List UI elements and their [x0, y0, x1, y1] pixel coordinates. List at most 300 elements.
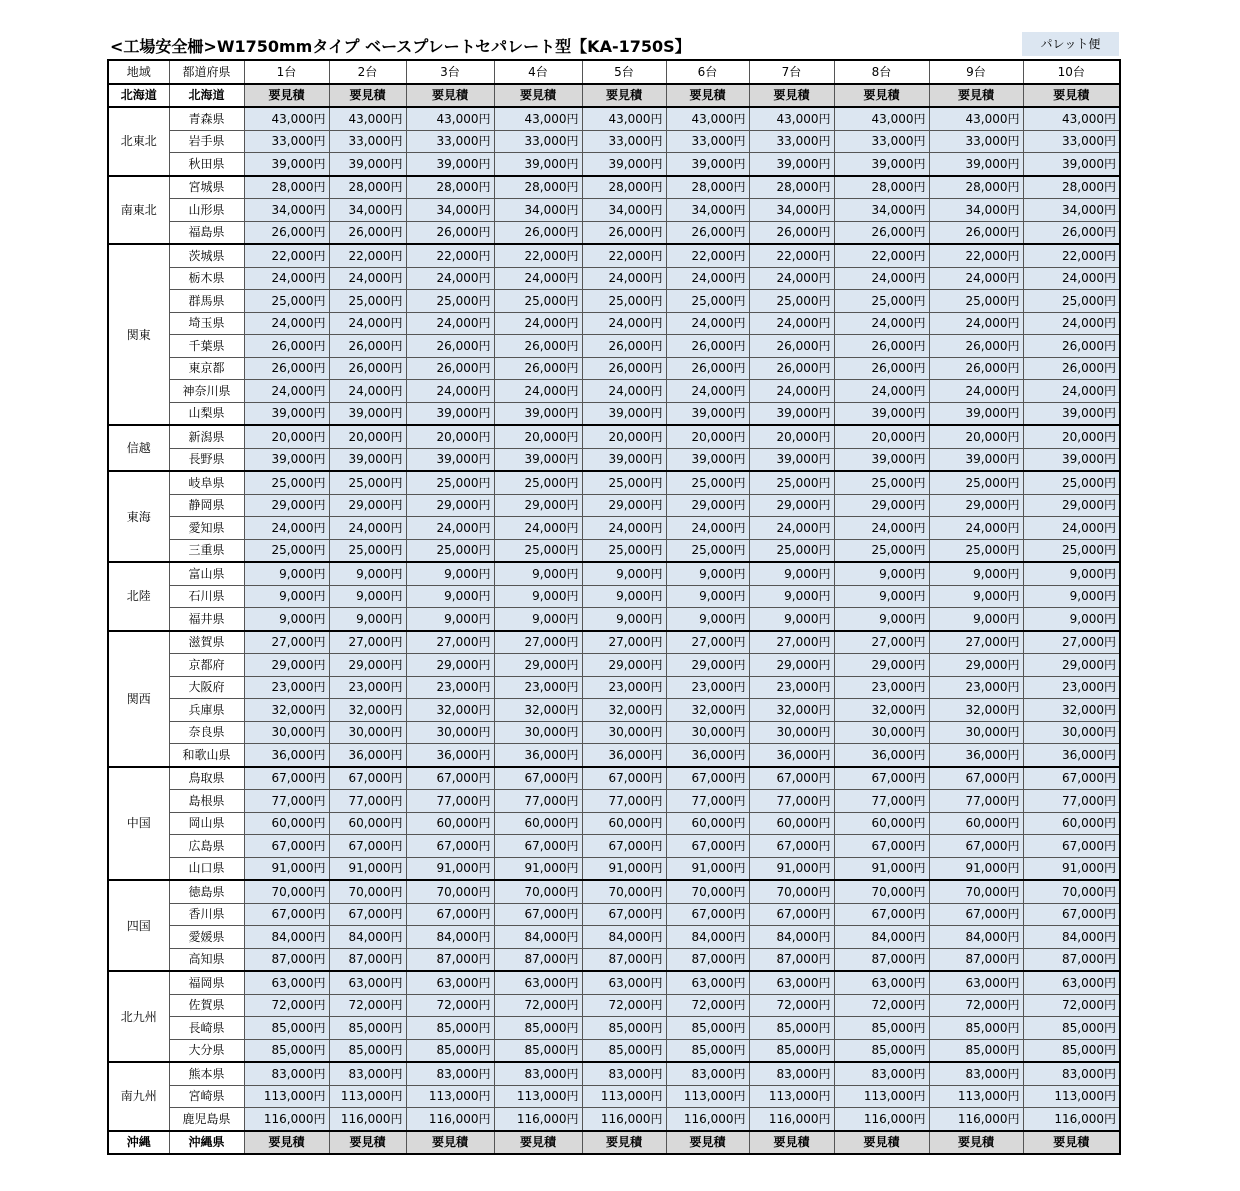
price-cell: 32,000円: [329, 699, 406, 722]
price-cell: 29,000円: [406, 494, 494, 517]
price-cell: 29,000円: [1023, 494, 1120, 517]
price-cell: 43,000円: [834, 107, 929, 130]
price-cell: 27,000円: [494, 631, 582, 654]
price-cell: 28,000円: [329, 176, 406, 199]
quote-required-cell: 要見積: [666, 1131, 749, 1155]
price-cell: 24,000円: [406, 380, 494, 403]
price-cell: 23,000円: [582, 676, 666, 699]
header-prefecture: 都道府県: [169, 60, 244, 84]
price-cell: 91,000円: [834, 857, 929, 880]
price-cell: 67,000円: [406, 903, 494, 926]
price-cell: 91,000円: [244, 857, 329, 880]
prefecture-cell: 兵庫県: [169, 699, 244, 722]
prefecture-cell: 三重県: [169, 539, 244, 562]
price-cell: 70,000円: [834, 880, 929, 903]
region-cell: 関東: [108, 244, 169, 425]
price-cell: 33,000円: [406, 130, 494, 153]
quote-required-cell: 要見積: [329, 84, 406, 108]
price-cell: 39,000円: [329, 448, 406, 471]
header-qty: 2台: [329, 60, 406, 84]
price-cell: 84,000円: [494, 926, 582, 949]
price-cell: 25,000円: [666, 290, 749, 313]
price-cell: 67,000円: [834, 903, 929, 926]
price-cell: 30,000円: [244, 721, 329, 744]
price-cell: 20,000円: [749, 425, 834, 448]
price-cell: 39,000円: [406, 402, 494, 425]
price-cell: 77,000円: [666, 790, 749, 813]
table-row: [108, 357, 1120, 380]
prefecture-cell: 鹿児島県: [169, 1108, 244, 1131]
quote-required-cell: 要見積: [494, 84, 582, 108]
price-cell: 32,000円: [1023, 699, 1120, 722]
price-cell: 9,000円: [834, 562, 929, 585]
price-cell: 24,000円: [666, 312, 749, 335]
price-cell: 87,000円: [929, 948, 1023, 971]
price-cell: 85,000円: [329, 1039, 406, 1062]
price-cell: 39,000円: [1023, 153, 1120, 176]
price-cell: 39,000円: [666, 402, 749, 425]
price-cell: 83,000円: [929, 1062, 1023, 1085]
price-cell: 84,000円: [582, 926, 666, 949]
price-cell: 77,000円: [1023, 790, 1120, 813]
price-cell: 24,000円: [494, 312, 582, 335]
price-cell: 33,000円: [329, 130, 406, 153]
table-row: [108, 471, 1120, 494]
prefecture-cell: 群馬県: [169, 290, 244, 313]
price-cell: 43,000円: [406, 107, 494, 130]
price-cell: 20,000円: [494, 425, 582, 448]
table-row: [108, 585, 1120, 608]
table-row: [108, 812, 1120, 835]
prefecture-cell: 青森県: [169, 107, 244, 130]
price-cell: 24,000円: [1023, 517, 1120, 540]
prefecture-cell: 沖縄県: [169, 1131, 244, 1155]
region-cell: 信越: [108, 425, 169, 471]
price-cell: 67,000円: [329, 903, 406, 926]
price-cell: 29,000円: [929, 494, 1023, 517]
table-row: [108, 1017, 1120, 1040]
prefecture-cell: 山口県: [169, 857, 244, 880]
price-cell: 28,000円: [406, 176, 494, 199]
quote-required-cell: 要見積: [834, 1131, 929, 1155]
price-cell: 84,000円: [666, 926, 749, 949]
price-cell: 77,000円: [582, 790, 666, 813]
price-cell: 39,000円: [582, 448, 666, 471]
price-cell: 24,000円: [244, 312, 329, 335]
price-cell: 87,000円: [406, 948, 494, 971]
table-row: [108, 84, 1120, 108]
price-cell: 67,000円: [929, 835, 1023, 858]
price-cell: 22,000円: [666, 244, 749, 267]
quote-required-cell: 要見積: [406, 1131, 494, 1155]
price-cell: 39,000円: [244, 448, 329, 471]
price-cell: 27,000円: [834, 631, 929, 654]
price-cell: 22,000円: [834, 244, 929, 267]
price-cell: 26,000円: [582, 221, 666, 244]
table-row: [108, 1039, 1120, 1062]
price-cell: 36,000円: [329, 744, 406, 767]
table-row: [108, 402, 1120, 425]
price-cell: 24,000円: [929, 517, 1023, 540]
price-cell: 72,000円: [834, 994, 929, 1017]
price-cell: 63,000円: [244, 971, 329, 994]
price-cell: 22,000円: [406, 244, 494, 267]
table-row: [108, 948, 1120, 971]
price-cell: 85,000円: [749, 1039, 834, 1062]
price-cell: 23,000円: [1023, 676, 1120, 699]
prefecture-cell: 神奈川県: [169, 380, 244, 403]
price-cell: 83,000円: [494, 1062, 582, 1085]
price-cell: 67,000円: [666, 903, 749, 926]
price-cell: 26,000円: [749, 357, 834, 380]
price-cell: 24,000円: [244, 380, 329, 403]
price-cell: 20,000円: [834, 425, 929, 448]
price-cell: 25,000円: [1023, 471, 1120, 494]
price-cell: 116,000円: [244, 1108, 329, 1131]
price-cell: 85,000円: [494, 1017, 582, 1040]
price-cell: 83,000円: [1023, 1062, 1120, 1085]
price-cell: 83,000円: [749, 1062, 834, 1085]
price-cell: 85,000円: [582, 1039, 666, 1062]
price-cell: 22,000円: [244, 244, 329, 267]
price-cell: 24,000円: [666, 517, 749, 540]
price-cell: 67,000円: [834, 767, 929, 790]
price-cell: 72,000円: [929, 994, 1023, 1017]
price-cell: 25,000円: [494, 290, 582, 313]
price-cell: 39,000円: [494, 402, 582, 425]
prefecture-cell: 宮崎県: [169, 1085, 244, 1108]
prefecture-cell: 奈良県: [169, 721, 244, 744]
price-cell: 25,000円: [929, 290, 1023, 313]
price-cell: 39,000円: [749, 153, 834, 176]
price-cell: 9,000円: [494, 585, 582, 608]
price-cell: 27,000円: [582, 631, 666, 654]
header-qty: 5台: [582, 60, 666, 84]
price-cell: 20,000円: [582, 425, 666, 448]
price-cell: 32,000円: [406, 699, 494, 722]
price-cell: 72,000円: [749, 994, 834, 1017]
price-cell: 25,000円: [749, 290, 834, 313]
price-cell: 9,000円: [406, 608, 494, 631]
price-cell: 22,000円: [1023, 244, 1120, 267]
price-cell: 85,000円: [244, 1039, 329, 1062]
price-cell: 60,000円: [329, 812, 406, 835]
region-cell: 南東北: [108, 176, 169, 245]
price-cell: 26,000円: [406, 221, 494, 244]
price-cell: 26,000円: [1023, 357, 1120, 380]
price-cell: 20,000円: [1023, 425, 1120, 448]
price-cell: 25,000円: [749, 471, 834, 494]
price-cell: 25,000円: [329, 539, 406, 562]
price-cell: 39,000円: [834, 448, 929, 471]
price-cell: 67,000円: [834, 835, 929, 858]
prefecture-cell: 山形県: [169, 199, 244, 222]
price-cell: 77,000円: [929, 790, 1023, 813]
price-cell: 60,000円: [666, 812, 749, 835]
prefecture-cell: 新潟県: [169, 425, 244, 448]
price-cell: 67,000円: [582, 835, 666, 858]
prefecture-cell: 香川県: [169, 903, 244, 926]
price-cell: 60,000円: [1023, 812, 1120, 835]
price-cell: 36,000円: [834, 744, 929, 767]
price-cell: 85,000円: [929, 1039, 1023, 1062]
quote-required-cell: 要見積: [834, 84, 929, 108]
table-row: [108, 562, 1120, 585]
table-row: [108, 130, 1120, 153]
price-cell: 22,000円: [329, 244, 406, 267]
price-cell: 29,000円: [834, 494, 929, 517]
price-cell: 87,000円: [834, 948, 929, 971]
prefecture-cell: 福岡県: [169, 971, 244, 994]
price-cell: 83,000円: [329, 1062, 406, 1085]
price-cell: 34,000円: [666, 199, 749, 222]
prefecture-cell: 長崎県: [169, 1017, 244, 1040]
price-cell: 24,000円: [749, 380, 834, 403]
price-cell: 22,000円: [494, 244, 582, 267]
price-cell: 9,000円: [1023, 585, 1120, 608]
price-cell: 9,000円: [749, 608, 834, 631]
price-cell: 39,000円: [1023, 448, 1120, 471]
price-cell: 113,000円: [329, 1085, 406, 1108]
price-cell: 25,000円: [834, 290, 929, 313]
table-row: [108, 1085, 1120, 1108]
price-cell: 43,000円: [582, 107, 666, 130]
prefecture-cell: 島根県: [169, 790, 244, 813]
region-cell: 北東北: [108, 107, 169, 176]
header-qty: 8台: [834, 60, 929, 84]
price-cell: 67,000円: [749, 767, 834, 790]
price-cell: 87,000円: [749, 948, 834, 971]
price-cell: 26,000円: [749, 221, 834, 244]
price-cell: 85,000円: [929, 1017, 1023, 1040]
price-cell: 87,000円: [1023, 948, 1120, 971]
prefecture-cell: 福島県: [169, 221, 244, 244]
price-cell: 116,000円: [329, 1108, 406, 1131]
price-cell: 91,000円: [582, 857, 666, 880]
price-cell: 24,000円: [494, 517, 582, 540]
price-cell: 26,000円: [929, 221, 1023, 244]
price-cell: 24,000円: [834, 267, 929, 290]
price-cell: 28,000円: [749, 176, 834, 199]
price-cell: 39,000円: [929, 153, 1023, 176]
header-qty: 1台: [244, 60, 329, 84]
price-cell: 85,000円: [1023, 1039, 1120, 1062]
prefecture-cell: 栃木県: [169, 267, 244, 290]
price-cell: 32,000円: [834, 699, 929, 722]
price-cell: 85,000円: [1023, 1017, 1120, 1040]
price-cell: 87,000円: [582, 948, 666, 971]
price-cell: 28,000円: [1023, 176, 1120, 199]
price-cell: 113,000円: [494, 1085, 582, 1108]
price-cell: 26,000円: [834, 357, 929, 380]
table-row: [108, 676, 1120, 699]
price-cell: 77,000円: [834, 790, 929, 813]
prefecture-cell: 徳島県: [169, 880, 244, 903]
price-cell: 39,000円: [929, 448, 1023, 471]
price-cell: 33,000円: [494, 130, 582, 153]
table-row: [108, 903, 1120, 926]
price-cell: 25,000円: [494, 471, 582, 494]
price-cell: 23,000円: [329, 676, 406, 699]
price-cell: 43,000円: [749, 107, 834, 130]
price-cell: 25,000円: [834, 471, 929, 494]
price-cell: 24,000円: [244, 517, 329, 540]
price-cell: 24,000円: [582, 517, 666, 540]
price-cell: 26,000円: [582, 335, 666, 358]
quote-required-cell: 要見積: [406, 84, 494, 108]
price-cell: 26,000円: [244, 221, 329, 244]
price-cell: 26,000円: [494, 221, 582, 244]
price-cell: 29,000円: [406, 654, 494, 677]
price-cell: 72,000円: [666, 994, 749, 1017]
price-cell: 67,000円: [329, 835, 406, 858]
price-cell: 63,000円: [582, 971, 666, 994]
price-cell: 9,000円: [494, 562, 582, 585]
price-cell: 36,000円: [406, 744, 494, 767]
price-cell: 25,000円: [494, 539, 582, 562]
price-cell: 36,000円: [666, 744, 749, 767]
price-cell: 9,000円: [666, 562, 749, 585]
price-cell: 67,000円: [494, 903, 582, 926]
price-cell: 39,000円: [1023, 402, 1120, 425]
price-cell: 24,000円: [929, 312, 1023, 335]
price-cell: 91,000円: [329, 857, 406, 880]
price-cell: 30,000円: [329, 721, 406, 744]
price-cell: 85,000円: [749, 1017, 834, 1040]
price-cell: 116,000円: [929, 1108, 1023, 1131]
price-cell: 28,000円: [494, 176, 582, 199]
price-cell: 43,000円: [666, 107, 749, 130]
price-cell: 9,000円: [929, 585, 1023, 608]
price-cell: 9,000円: [244, 562, 329, 585]
price-cell: 85,000円: [406, 1039, 494, 1062]
price-cell: 25,000円: [666, 539, 749, 562]
price-cell: 85,000円: [406, 1017, 494, 1040]
price-cell: 23,000円: [834, 676, 929, 699]
price-cell: 33,000円: [834, 130, 929, 153]
price-cell: 60,000円: [749, 812, 834, 835]
price-cell: 23,000円: [406, 676, 494, 699]
shipping-method-badge: パレット便: [1022, 32, 1119, 56]
price-cell: 67,000円: [929, 767, 1023, 790]
price-cell: 27,000円: [666, 631, 749, 654]
price-cell: 29,000円: [666, 494, 749, 517]
price-cell: 9,000円: [929, 608, 1023, 631]
prefecture-cell: 石川県: [169, 585, 244, 608]
price-cell: 24,000円: [582, 312, 666, 335]
price-cell: 63,000円: [929, 971, 1023, 994]
price-cell: 67,000円: [406, 767, 494, 790]
table-row: [108, 153, 1120, 176]
price-cell: 116,000円: [834, 1108, 929, 1131]
price-cell: 24,000円: [329, 267, 406, 290]
price-cell: 26,000円: [406, 357, 494, 380]
price-cell: 26,000円: [666, 221, 749, 244]
price-cell: 32,000円: [244, 699, 329, 722]
price-cell: 26,000円: [666, 357, 749, 380]
price-cell: 70,000円: [244, 880, 329, 903]
price-cell: 28,000円: [244, 176, 329, 199]
price-cell: 116,000円: [494, 1108, 582, 1131]
price-cell: 87,000円: [666, 948, 749, 971]
prefecture-cell: 広島県: [169, 835, 244, 858]
table-row: [108, 699, 1120, 722]
table-row: [108, 744, 1120, 767]
prefecture-cell: 秋田県: [169, 153, 244, 176]
price-cell: 43,000円: [244, 107, 329, 130]
price-cell: 84,000円: [406, 926, 494, 949]
price-cell: 24,000円: [244, 267, 329, 290]
quote-required-cell: 要見積: [929, 1131, 1023, 1155]
price-cell: 24,000円: [582, 267, 666, 290]
table-row: [108, 335, 1120, 358]
price-cell: 24,000円: [494, 267, 582, 290]
price-cell: 67,000円: [494, 835, 582, 858]
price-cell: 30,000円: [834, 721, 929, 744]
price-cell: 24,000円: [329, 380, 406, 403]
price-cell: 63,000円: [494, 971, 582, 994]
quote-required-cell: 要見積: [329, 1131, 406, 1155]
prefecture-cell: 鳥取県: [169, 767, 244, 790]
price-cell: 36,000円: [244, 744, 329, 767]
price-cell: 23,000円: [244, 676, 329, 699]
prefecture-cell: 和歌山県: [169, 744, 244, 767]
price-cell: 67,000円: [329, 767, 406, 790]
price-cell: 29,000円: [929, 654, 1023, 677]
price-cell: 116,000円: [1023, 1108, 1120, 1131]
price-cell: 63,000円: [749, 971, 834, 994]
table-row: [108, 425, 1120, 448]
price-cell: 27,000円: [1023, 631, 1120, 654]
price-cell: 9,000円: [406, 585, 494, 608]
price-cell: 67,000円: [749, 835, 834, 858]
price-cell: 60,000円: [244, 812, 329, 835]
price-cell: 87,000円: [244, 948, 329, 971]
prefecture-cell: 熊本県: [169, 1062, 244, 1085]
prefecture-cell: 大分県: [169, 1039, 244, 1062]
price-cell: 9,000円: [582, 608, 666, 631]
price-cell: 39,000円: [749, 448, 834, 471]
prefecture-cell: 岐阜県: [169, 471, 244, 494]
prefecture-cell: 滋賀県: [169, 631, 244, 654]
price-cell: 39,000円: [582, 153, 666, 176]
price-cell: 77,000円: [329, 790, 406, 813]
price-cell: 30,000円: [929, 721, 1023, 744]
price-cell: 9,000円: [244, 585, 329, 608]
price-cell: 67,000円: [494, 767, 582, 790]
price-cell: 113,000円: [582, 1085, 666, 1108]
price-cell: 84,000円: [244, 926, 329, 949]
table-row: [108, 290, 1120, 313]
price-cell: 113,000円: [834, 1085, 929, 1108]
price-cell: 30,000円: [666, 721, 749, 744]
price-cell: 29,000円: [329, 494, 406, 517]
price-cell: 33,000円: [1023, 130, 1120, 153]
table-row: [108, 835, 1120, 858]
price-cell: 25,000円: [582, 471, 666, 494]
price-cell: 83,000円: [244, 1062, 329, 1085]
table-row: [108, 1131, 1120, 1155]
prefecture-cell: 愛知県: [169, 517, 244, 540]
page-title: <工場安全柵>W1750mmタイプ ベースプレートセパレート型【KA-1750S】: [110, 37, 691, 56]
price-cell: 70,000円: [494, 880, 582, 903]
price-cell: 70,000円: [406, 880, 494, 903]
shipping-price-table: [107, 59, 1121, 1155]
price-cell: 9,000円: [666, 585, 749, 608]
price-cell: 24,000円: [749, 312, 834, 335]
table-row: [108, 244, 1120, 267]
price-cell: 25,000円: [406, 539, 494, 562]
